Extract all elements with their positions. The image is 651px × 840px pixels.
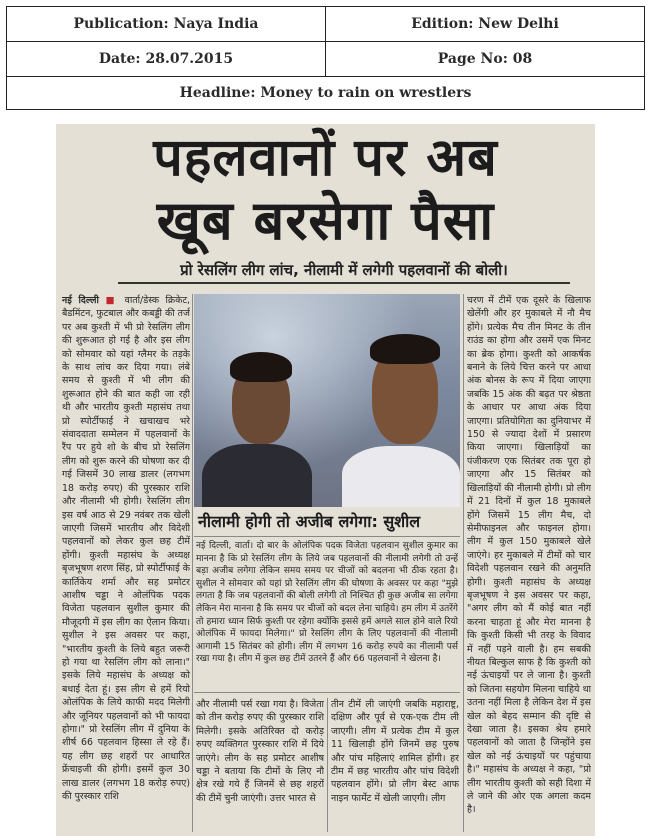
headline-field: Headline: Money to rain on wrestlers bbox=[179, 85, 472, 101]
column-divider bbox=[327, 698, 328, 832]
sushil-story-text: नई दिल्ली, वार्ता। दो बार के ओलंपिक पदक विजेता पहलवान सुशील कुमार का मानना है कि प्रो रेसलिंग लीग के लिये जब पहलवानों की नीलामी लगेगी तो उन्हें बड़ा अजीब लगेगा लेकिन समय समय पर चीजों को बदलना भी ठीक रहता है। सुशील ने सोमवार को यहां प्रो रेसलिंग लीग की घोषणा के अवसर पर कहा "मुझे लगता है कि जब पहलवानों की बोली लगेगी तो निश्चित ही कुछ अजीब सा लगेगा लेकिन मेरा मानना है कि समय पर चीजों को बदल लेना चाहिये। हम लीग में उतरेंगे तो हमारा ध्यान सिर्फ कुश्ती पर रहेगा क्योंकि इससे हमें अगले साल होने वाले रियो ओलंपिक में फायदा मिलेगा।" प्रो रेसलिंग लीग के लिए पहलवानों की नीलामी आगामी 15 सितंबर को होगी। लीग में लगभग 16 करोड़ रुपये का नीलामी पर्स रखा गया है। लीग में कुल छह टीमें उतरने हैं और 66 पहलवानों ने खेलना है। bbox=[196, 541, 458, 665]
story-divider bbox=[194, 692, 460, 693]
clipping-metadata-table bbox=[6, 6, 645, 110]
column-divider bbox=[192, 294, 193, 832]
date-field: Date: 28.07.2015 bbox=[98, 51, 234, 67]
meta-row-2 bbox=[7, 42, 644, 77]
publication-field: Publication: Naya India bbox=[73, 16, 259, 32]
article-headline-line-1: पहलवानों पर अब bbox=[153, 128, 498, 188]
page-number-field: Page No: 08 bbox=[325, 42, 644, 76]
photo-caption-headline: नीलामी होगी तो अजीब लगेगा: सुशील bbox=[194, 507, 460, 537]
article-headline-line-2: खूब बरसेगा पैसा bbox=[156, 189, 495, 252]
column-divider bbox=[463, 294, 464, 832]
article-subheadline: प्रो रेसलिंग लीग लांच, नीलामी में लगेगी पहलवानों की बोली। bbox=[118, 258, 570, 284]
edition-field: Edition: New Delhi bbox=[325, 7, 644, 41]
meta-row-1 bbox=[7, 7, 644, 42]
column-1-text: क्रिकेट, बैडमिंटन, फुटबाल और कबड्डी की तर्ज पर अब कुश्ती में भी प्रो रेसलिंग लीग की शुरूआत हो गई है और इस लीग को सोमवार को यहां ग्लैमर के तड़के के साथ लांच कर दिया गया। लंबे समय से कुश्ती में भी लीग की शुरूआत होने की बात कही जा रही थी और भारतीय कुश्ती महासंघ तथा प्रो स्पोर्टीफाई ने खचाखच भरे संवाददाता सम्मेलन में पहलवानों के रैंप पर हुये शो के बीच प्रो रेसलिंग लीग को शुरू करने की घोषणा कर दी गई जिसमें 30 लाख डालर (लगभग 18 करोड़ रुपए) की पुरस्कार राशि और नीलामी भी होगी। रेसलिंग लीग इस वर्ष आठ से 29 नवंबर तक खेली जाएगी जिसमें भारतीय और विदेशी पहलवानों को लेकर कुल छह टीमें होंगी। कुश्ती महासंघ के अध्यक्ष बृजभूषण शरण सिंह, प्रो स्पोर्टीफाई के कार्तिकेय शर्मा और सह प्रमोटर आशीष चड्डा ने ओलंपिक पदक विजेता पहलवान सुशील कुमार की मौजूदगी में इस लीग का ऐलान किया। सुशील ने इस अवसर पर कहा, "भारतीय कुश्ती के लिये बहुत जरूरी हो गया था रेसलिंग लीग को लाना।" इसके लिये महासंघ के अध्यक्ष को बधाई देता हूं। इस लीग से हमें रियो ओलंपिक के लिये काफी मदद मिलेगी और जूनियर पहलवानों को भी फायदा होगा।" प्रो रेसलिंग लीग में दुनिया के शीर्ष 66 पहलवान हिस्सा ले रहे हैं। यह लीग छह शहरों पर आधारित फ्रेंचाइजी की होगी। इसमें कुल 30 लाख डालर (लगभग 18 करोड़ रुपए) की पुरस्कार राशि bbox=[62, 295, 190, 803]
dateline: नई दिल्ली ■ वार्ता/डेस्क bbox=[62, 295, 160, 306]
article-column-2a: और नीलामी पर्स रखा गया है। विजेता को तीन करोड़ रुपए की पुरस्कार राशि मिलेगी। इसके अतिरिक्त दो करोड़ रुपए व्यक्तिगत पुरस्कार राशि में दिये जाएंगे। लीग के सह प्रमोटर आशीष चड्डा ने बताया कि टीमों के लिए नौ क्षेत्र रखे गये हैं जिनमें से छह शहरों की टीमें चुनी जाएंगी। उत्तर भारत से bbox=[196, 699, 324, 804]
article-column-1 bbox=[62, 294, 190, 832]
article-column-4: चरण में टीमें एक दूसरे के खिलाफ खेलेंगी और हर मुकाबले में नौ मैच होंगे। प्रत्येक मैच तीन मिनट के तीन राउंड का होगा और उसमें एक मिनट का ब्रेक होगा। कुश्ती को आकर्षक बनाने के लिये चित्त करने पर आधा अंक बोनस के रूप में दिया जाएगा जबकि 15 अंक की बढ़त पर श्रेष्ठता के आधार पर आधा अंक दिया जाएगा। प्रतियोगिता का दुनियाभर में 150 से ज्यादा देशों में प्रसारण किया जाएगा। खिलाड़ियों का पंजीकरण एक सितंबर तक पूरा हो जाएगा और 15 सितंबर को खिलाड़ियों की नीलामी होगी। प्रो लीग में 21 दिनों में कुल 18 मुकाबले होंगे जिसमें 15 लीग मैच, दो सेमीफाइनल और फाइनल होगा। लीग में कुल 150 मुकाबले खेले जाएंगे। हर मुकाबले में टीमों को चार विदेशी पहलवान रखने की अनुमति होगी। कुश्ती महासंघ के अध्यक्ष बृजभूषण ने इस अवसर पर कहा, "अगर लीग को मैं कोई बात नहीं करना चाहता हूं और मेरा मानना है कि कुश्ती किसी भी तरह के विवाद में नहीं पड़ने वाली है। हम सबकी नीयत बिल्कुल साफ है कि कुश्ती को नई ऊंचाइयों पर ले जाना है। कुश्ती को जितना सहयोग मिलना चाहिये था उतना नहीं मिला है लेकिन देश में इस खेल को बेहद सम्मान की दृष्टि से देखा जाता है। इसका श्रेय हमारे पहलवानों को जाता है जिन्होंने इस खेल को नई ऊंचाइयों पर पहुंचाया है।" महासंघ के अध्यक्ष ने कहा, "प्रो लीग भारतीय कुश्ती को सही दिशा में ले जाने की ओर एक अगला कदम है। bbox=[467, 295, 591, 816]
wrestlers-photo bbox=[194, 294, 460, 507]
meta-row-3 bbox=[7, 77, 644, 109]
article-column-2b: तीन टीमें ली जाएंगी जबकि महाराष्ट्र, दक्षिण और पूर्व से एक-एक टीम ली जाएगी। लीग में प्रत्येक टीम में कुल 11 खिलाड़ी होंगे जिनमें छह पुरुष और पांच महिलाएं शामिल होंगी। हर टीम में छह भारतीय और पांच विदेशी पहलवान होंगे। प्रो लीग बेस्ट आफ नाइन फार्मेट में खेली जाएगी। लीग bbox=[331, 699, 459, 804]
newspaper-clipping bbox=[56, 124, 595, 836]
